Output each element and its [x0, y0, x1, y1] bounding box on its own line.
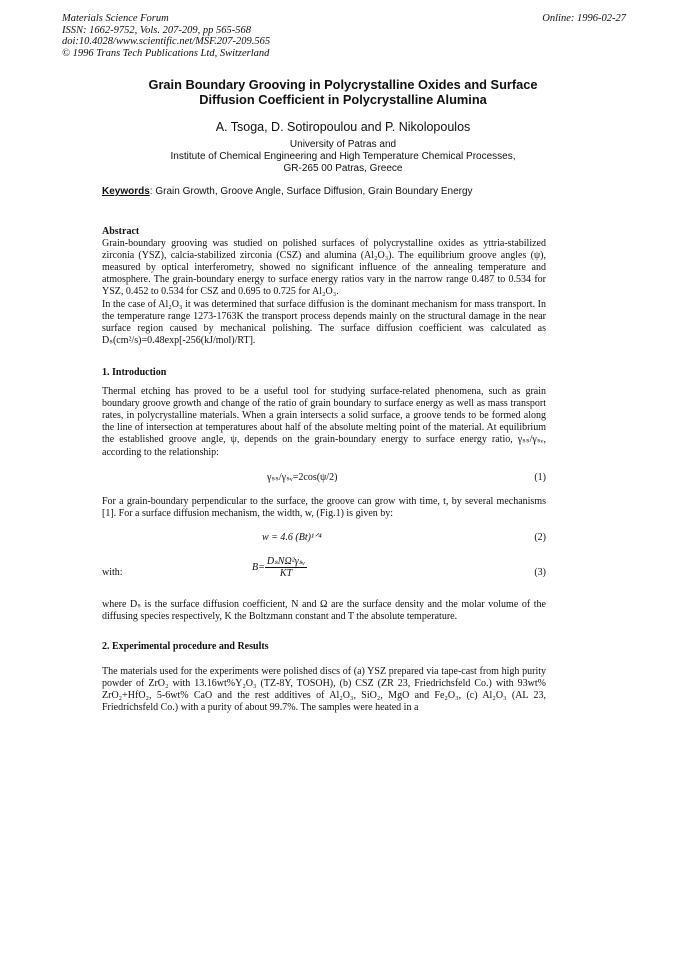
journal-name: Materials Science Forum [62, 13, 169, 24]
online-date: Online: 1996-02-27 [542, 13, 626, 24]
journal-header [62, 13, 270, 59]
paper-title [60, 77, 626, 107]
equation-3-number: (3) [534, 567, 546, 578]
abstract-paragraph-1: Grain-boundary grooving was studied on polished surfaces of polycrystalline oxides as yttria-stabilized zirconia (YSZ), calcia-stabilized zirconia (CSZ) and alumina (Al₂O₃). The equilibrium groove angles (ψ), measured by optical interferometry, showed no significant influence of the annealing temperature and atmosphere. The grain-boundary energy to surface energy ratios vary in the narrow range 0.487 to 0.534 for YSZ, 0.452 to 0.534 for CSZ and 0.695 to 0.725 for Al₂O₃. [102, 238, 546, 298]
introduction-paragraph-2: For a grain-boundary perpendicular to the surface, the groove can grow with time, t, by several mechanisms [1]. For a surface diffusion mechanism, the width, w, (Fig.1) is given by: [102, 496, 546, 520]
affiliation-line-3: GR-265 00 Patras, Greece [283, 163, 403, 174]
abstract-paragraph-2: In the case of Al₂O₃ it was determined that surface diffusion is the dominant mechanism for mass transport. In the temperature range 1273-1763K the transport process depends mainly on the structural damage in the near surface region caused by mechanical polishing. The surface diffusion coefficient was calculated as Dₛ(cm²/s)=0.48exp[-256(kJ/mol)/RT]. [102, 298, 546, 346]
introduction-heading: 1. Introduction [102, 367, 167, 378]
journal-copyright: © 1996 Trans Tech Publications Ltd, Switzerland [62, 47, 270, 59]
equation-3-formula [252, 556, 307, 579]
abstract-heading: Abstract [102, 226, 140, 237]
equation-3-lhs: B= [252, 562, 265, 573]
introduction-section [102, 367, 546, 459]
experimental-heading: 2. Experimental procedure and Results [102, 641, 269, 652]
equation-1 [102, 472, 546, 486]
authors: A. Tsoga, D. Sotiropoulou and P. Nikolopoulos [215, 120, 471, 134]
affiliation-line-2: Institute of Chemical Engineering and High Temperature Chemical Processes, [170, 151, 516, 162]
abstract-section [102, 226, 546, 347]
with-label: with: [102, 567, 123, 578]
equation-3-numerator: DₛNΩ²γₛᵥ [266, 556, 306, 567]
title-line-1: Grain Boundary Grooving in Polycrystalline Oxides and Surface [148, 77, 538, 92]
affiliation [60, 139, 626, 175]
equation-2-number: (2) [534, 532, 546, 543]
keywords [102, 186, 473, 197]
journal-issn: ISSN: 1662-9752, Vols. 207-209, pp 565-568 [62, 24, 251, 36]
experimental-paragraph-1: The materials used for the experiments were polished discs of (a) YSZ prepared via tape-cast from high purity powder of ZrO₂ with 13.16wt%Y₂O₃ (TZ-8Y, TOSOH), (b) CSZ (ZR 23, Friedrichsfeld Co.) with 93wt% ZrO₂+HfO₂, 5-6wt% CaO and the rest additives of Al₂O₃, SiO₂, MgO and Fe₂O₃, (c) Al₂O₃ (AL 23, Friedrichsfeld Co.) with a purity of about 99.7%. The samples were heated in a [102, 666, 546, 714]
affiliation-line-1: University of Patras and [289, 139, 397, 150]
title-line-2: Diffusion Coefficient in Polycrystalline Alumina [199, 92, 487, 107]
equation-2-formula: w = 4.6 (Bt)¹ᐟ⁴ [262, 532, 322, 543]
experimental-section [102, 641, 546, 714]
equation-2 [102, 532, 546, 546]
keywords-text: : Grain Growth, Groove Angle, Surface Diffusion, Grain Boundary Energy [149, 186, 473, 197]
equation-3-denominator: KT [279, 568, 293, 579]
equation-3 [102, 554, 546, 590]
introduction-paragraph-1: Thermal etching has proved to be a useful tool for studying surface-related phenomena, such as grain boundary groove growth and change of the ratio of grain boundary to surface energy as well as mass transport rates, in polycrystalline materials. When a grain intersects a solid surface, a groove tends to be formed along the line of intersection at temperatures about half of the absolute melting point of the material. At equilibrium the established groove angle, ψ, depends on the grain-boundary energy to surface energy ratio, γₛₛ/γₛᵥ, according to the relationship: [102, 386, 546, 458]
journal-doi: doi:10.4028/www.scientific.net/MSF.207-209.565 [62, 36, 271, 47]
keywords-label: Keywords [102, 186, 150, 197]
equation-1-formula: γₛₛ/γₛᵥ=2cos(ψ/2) [267, 472, 338, 483]
equation-3-fraction [265, 556, 307, 579]
introduction-paragraph-3: where Dₛ is the surface diffusion coefficient, N and Ω are the surface density and the molar volume of the diffusing species respectively, K the Boltzmann constant and T the absolute temperature. [102, 599, 546, 623]
equation-1-number: (1) [534, 472, 546, 483]
